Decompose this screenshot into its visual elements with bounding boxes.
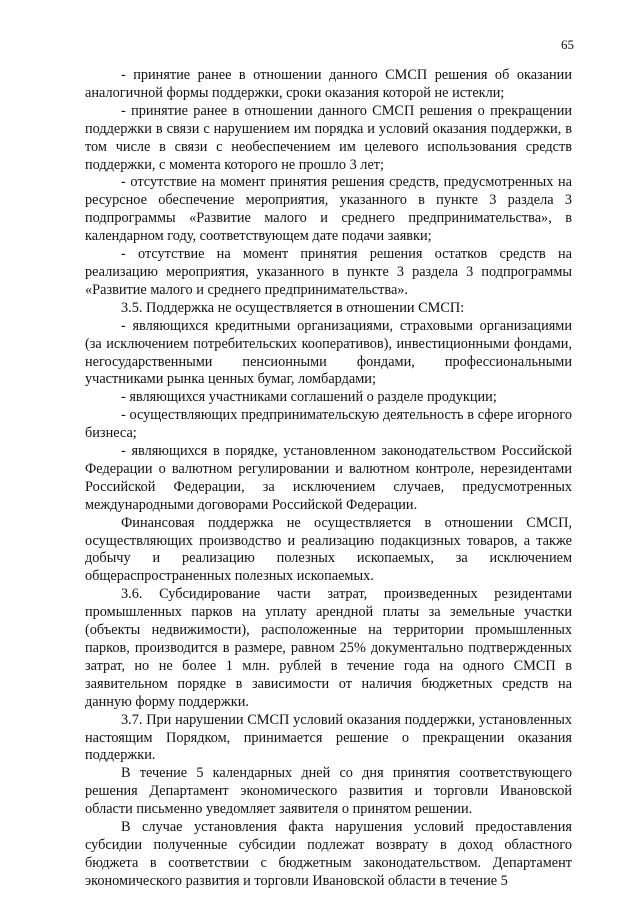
paragraph-condition-termination: - принятие ранее в отношении данного СМСП решения о прекращении поддержки в связи с нарушением им порядка и условий оказания поддержки, в том числе в связи с необеспечением им целевого использования средств поддержки, с момента которого не прошло 3 лет; xyxy=(85,102,572,173)
paragraph-condition-no-funds: - отсутствие на момент принятия решения средств, предусмотренных на ресурсное обеспечение мероприятия, указанного в пункте 3 раздела 3 подпрограммы «Развитие малого и среднего предпринимательства», в календарном году, соответствующем дате подачи заявки; xyxy=(85,174,572,245)
paragraph-notification: В течение 5 календарных дней со дня принятия соответствующего решения Департамент экономического развития и торговли Ивановской области письменно уведомляет заявителя о принятом решении. xyxy=(85,765,572,818)
paragraph-credit-organizations: - являющихся кредитными организациями, страховыми организациями (за исключением потребительских кооперативов), инвестиционными фондами, негосударственными пенсионными фондами, профессиональными участниками рынка ценных бумаг, ломбардами; xyxy=(85,317,572,388)
paragraph-condition-no-balance: - отсутствие на момент принятия решения остатков средств на реализацию мероприятия, указанного в пункте 3 раздела 3 подпрограммы «Развитие малого и среднего предпринимательства». xyxy=(85,246,572,298)
page-number: 65 xyxy=(561,37,574,52)
paragraph-condition-prior-support: - принятие ранее в отношении данного СМСП решения об оказании аналогичной формы поддержки, сроки оказания которой не истекли; xyxy=(85,67,572,101)
document-body xyxy=(85,67,572,891)
paragraph-refund: В случае установления факта нарушения условий предоставления субсидии полученные субсидии подлежат возврату в доход областного бюджета в соответствии с бюджетным законодательством. Департамент экономического развития и торговли Ивановской области в течение 5 xyxy=(85,819,572,889)
paragraph-section-3-7: 3.7. При нарушении СМСП условий оказания поддержки, установленных настоящим Порядком, принимается решение о прекращении оказания поддержки. xyxy=(85,711,572,764)
paragraph-gambling: - осуществляющих предпринимательскую деятельность в сфере игорного бизнеса; xyxy=(85,407,572,442)
paragraph-section-3-6: 3.6. Субсидирование части затрат, произведенных резидентами промышленных парков на уплату арендной платы за земельные участки (объекты недвижимости), расположенные на территории промышленных парков, производится в размере, равном 25% документально подтвержденных затрат, но не более 1 млн. рублей в течение года на одного СМСП в заявительном порядке в зависимости от наличия бюджетных средств на данную форму поддержки. xyxy=(85,586,572,710)
paragraph-excise-goods: Финансовая поддержка не осуществляется в отношении СМСП, осуществляющих производство и реализацию подакцизных товаров, а также добычу и реализацию полезных ископаемых, за исключением общераспространенных полезных ископаемых. xyxy=(85,514,572,585)
paragraph-non-residents: - являющихся в порядке, установленном законодательством Российской Федерации о валютном регулировании и валютном контроле, нерезидентами Российской Федерации, за исключением случаев, предусмотренных международными договорами Российской Федерации. xyxy=(85,443,572,513)
paragraph-production-sharing: - являющихся участниками соглашений о разделе продукции; xyxy=(121,389,497,406)
paragraph-section-3-5: 3.5. Поддержка не осуществляется в отношении СМСП: xyxy=(121,299,465,316)
